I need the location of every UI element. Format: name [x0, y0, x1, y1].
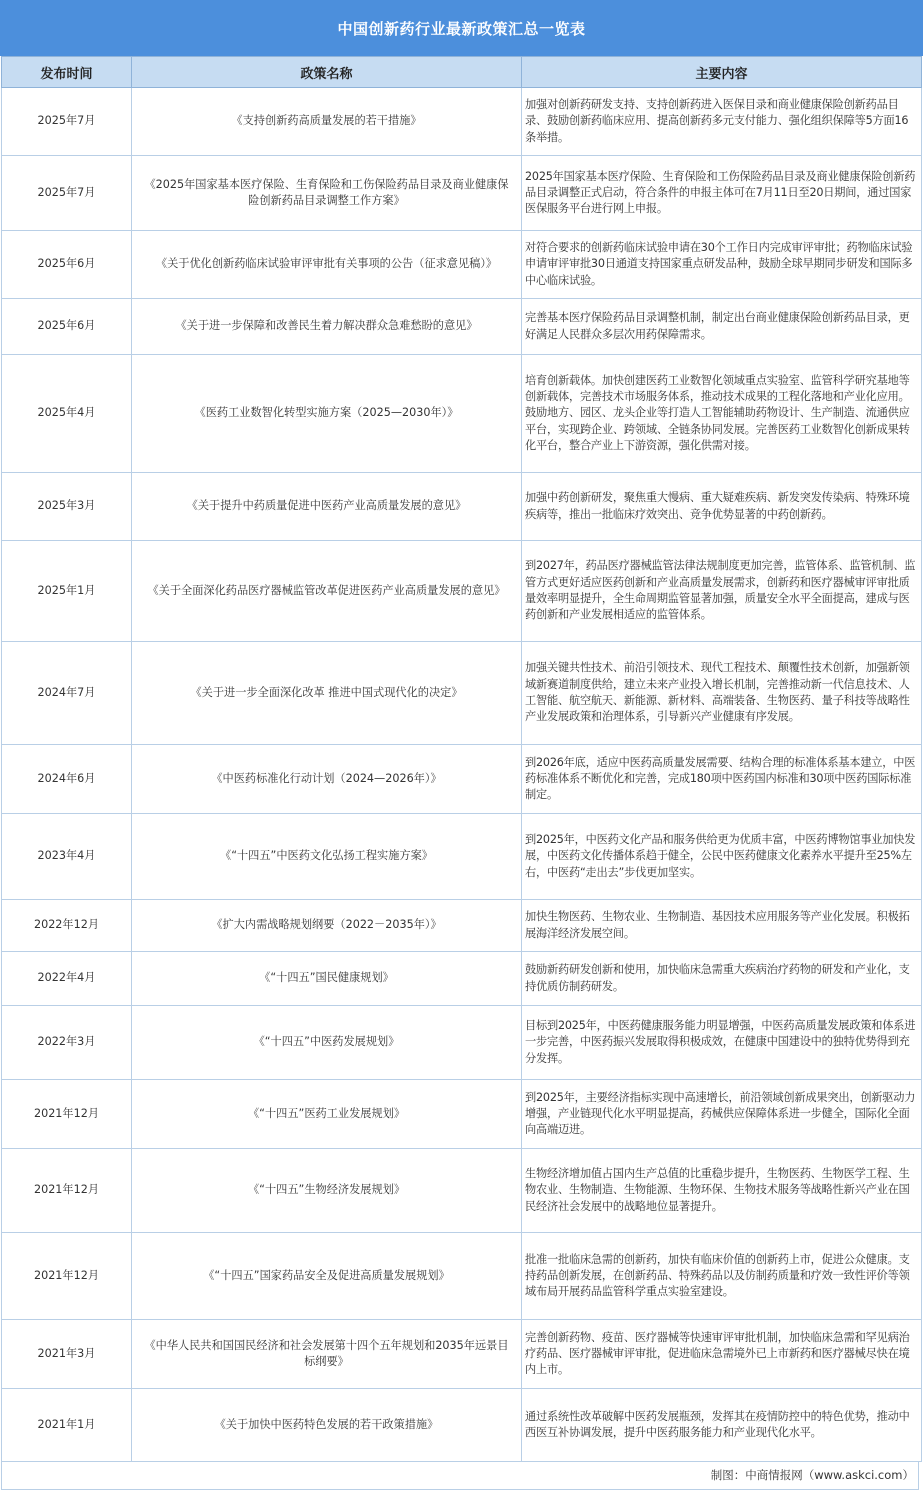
table-row [2, 1233, 922, 1320]
cell-content: 加强关键共性技术、前沿引领技术、现代工程技术、颠覆性技术创新，加强新领域新赛道制度供给，建立未来产业投入增长机制，完善推动新一代信息技术、人工智能、航空航天、新能源、新材料、高端装备、生物医药、量子科技等战略性产业发展政策和治理体系，引导新兴产业健康有序发展。 [522, 642, 922, 745]
cell-content: 2025年国家基本医疗保险、生育保险和工伤保险药品目录及商业健康保险创新药品目录调整正式启动，符合条件的申报主体可在7月11日至20日期间，通过国家医保服务平台进行网上申报。 [522, 156, 922, 231]
cell-date: 2021年12月 [2, 1080, 132, 1149]
cell-name: 《医药工业数智化转型实施方案（2025—2030年）》 [132, 355, 522, 473]
table-row [2, 1006, 922, 1080]
cell-content: 到2027年，药品医疗器械监管法律法规制度更加完善，监管体系、监管机制、监管方式更好适应医药创新和产业高质量发展需求，创新药和医疗器械审评审批质量效率明显提升，全生命周期监管显著加强，质量安全水平全面提高，建成与医药创新和产业发展相适应的监管体系。 [522, 541, 922, 642]
cell-content: 加强中药创新研发，聚焦重大慢病、重大疑难疾病、新发突发传染病、特殊环境疾病等，推出一批临床疗效突出、竞争优势显著的中药创新药。 [522, 473, 922, 541]
cell-date: 2025年7月 [2, 88, 132, 156]
cell-date: 2024年7月 [2, 642, 132, 745]
cell-content: 完善基本医疗保险药品目录调整机制，制定出台商业健康保险创新药品目录，更好满足人民群众多层次用药保障需求。 [522, 299, 922, 355]
table-row [2, 299, 922, 355]
cell-date: 2023年4月 [2, 814, 132, 900]
cell-content: 通过系统性改革破解中医药发展瓶颈，发挥其在疫情防控中的特色优势，推动中西医互补协调发展，提升中医药服务能力和产业现代化水平。 [522, 1389, 922, 1462]
cell-content: 目标到2025年，中医药健康服务能力明显增强，中医药高质量发展政策和体系进一步完善，中医药振兴发展取得积极成效，在健康中国建设中的独特优势得到充分发挥。 [522, 1006, 922, 1080]
table-row [2, 1080, 922, 1149]
cell-date: 2024年6月 [2, 745, 132, 814]
cell-name: 《“十四五”国民健康规划》 [132, 952, 522, 1006]
cell-name: 《“十四五”生物经济发展规划》 [132, 1149, 522, 1233]
table-row [2, 473, 922, 541]
table-row [2, 156, 922, 231]
cell-name: 《中华人民共和国国民经济和社会发展第十四个五年规划和2035年远景目标纲要》 [132, 1320, 522, 1389]
cell-content: 到2025年，中医药文化产品和服务供给更为优质丰富，中医药博物馆事业加快发展，中医药文化传播体系趋于健全，公民中医药健康文化素养水平提升至25%左右，中医药“走出去”步伐更加坚实。 [522, 814, 922, 900]
table-row [2, 231, 922, 299]
cell-date: 2022年12月 [2, 900, 132, 952]
table-header-row [2, 57, 922, 88]
table-title [0, 0, 923, 56]
cell-date: 2025年6月 [2, 231, 132, 299]
table-title-text: 中国创新药行业最新政策汇总一览表 [337, 19, 586, 38]
cell-name: 《关于进一步全面深化改革 推进中国式现代化的决定》 [132, 642, 522, 745]
table-row [2, 541, 922, 642]
table-row [2, 1149, 922, 1233]
source-credit [1, 1461, 919, 1490]
cell-name: 《“十四五”医药工业发展规划》 [132, 1080, 522, 1149]
cell-name: 《扩大内需战略规划纲要（2022－2035年）》 [132, 900, 522, 952]
cell-content: 到2026年底，适应中医药高质量发展需要、结构合理的标准体系基本建立，中医药标准体系不断优化和完善，完成180项中医药国内标准和30项中医药国际标准制定。 [522, 745, 922, 814]
header-date: 发布时间 [2, 57, 132, 88]
cell-content: 生物经济增加值占国内生产总值的比重稳步提升，生物医药、生物医学工程、生物农业、生物制造、生物能源、生物环保、生物技术服务等战略性新兴产业在国民经济社会发展中的战略地位显著提升。 [522, 1149, 922, 1233]
table-row [2, 1320, 922, 1389]
table-row [2, 745, 922, 814]
cell-name: 《“十四五”中医药文化弘扬工程实施方案》 [132, 814, 522, 900]
cell-content: 加快生物医药、生物农业、生物制造、基因技术应用服务等产业化发展。积极拓展海洋经济发展空间。 [522, 900, 922, 952]
cell-date: 2025年1月 [2, 541, 132, 642]
source-credit-text: 制图：中商情报网（www.askci.com） [710, 1468, 914, 1482]
cell-date: 2021年3月 [2, 1320, 132, 1389]
cell-content: 批准一批临床急需的创新药，加快有临床价值的创新药上市，促进公众健康。支持药品创新发展，在创新药品、特殊药品以及仿制药质量和疗效一致性评价等领域布局开展药品监管科学重点实验室建设。 [522, 1233, 922, 1320]
cell-date: 2022年4月 [2, 952, 132, 1006]
table-row [2, 1389, 922, 1462]
cell-name: 《关于优化创新药临床试验审评审批有关事项的公告（征求意见稿）》 [132, 231, 522, 299]
cell-name: 《关于提升中药质量促进中医药产业高质量发展的意见》 [132, 473, 522, 541]
table-row [2, 952, 922, 1006]
policy-table [1, 56, 922, 1462]
table-row [2, 355, 922, 473]
cell-date: 2025年7月 [2, 156, 132, 231]
cell-name: 《2025年国家基本医疗保险、生育保险和工伤保险药品目录及商业健康保险创新药品目录调整工作方案》 [132, 156, 522, 231]
cell-content: 完善创新药物、疫苗、医疗器械等快速审评审批机制，加快临床急需和罕见病治疗药品、医疗器械审评审批，促进临床急需境外已上市新药和医疗器械尽快在境内上市。 [522, 1320, 922, 1389]
cell-name: 《支持创新药高质量发展的若干措施》 [132, 88, 522, 156]
cell-name: 《关于进一步保障和改善民生着力解决群众急难愁盼的意见》 [132, 299, 522, 355]
table-row [2, 900, 922, 952]
cell-name: 《“十四五”国家药品安全及促进高质量发展规划》 [132, 1233, 522, 1320]
cell-date: 2025年6月 [2, 299, 132, 355]
cell-content: 加强对创新药研发支持、支持创新药进入医保目录和商业健康保险创新药品目录、鼓励创新药临床应用、提高创新药多元支付能力、强化组织保障等5方面16条举措。 [522, 88, 922, 156]
cell-name: 《中医药标准化行动计划（2024—2026年）》 [132, 745, 522, 814]
cell-content: 到2025年，主要经济指标实现中高速增长，前沿领域创新成果突出，创新驱动力增强，产业链现代化水平明显提高，药械供应保障体系进一步健全，国际化全面向高端迈进。 [522, 1080, 922, 1149]
cell-name: 《关于全面深化药品医疗器械监管改革促进医药产业高质量发展的意见》 [132, 541, 522, 642]
header-content: 主要内容 [522, 57, 922, 88]
cell-date: 2021年1月 [2, 1389, 132, 1462]
cell-date: 2021年12月 [2, 1233, 132, 1320]
table-row [2, 88, 922, 156]
cell-date: 2025年3月 [2, 473, 132, 541]
cell-name: 《“十四五”中医药发展规划》 [132, 1006, 522, 1080]
cell-name: 《关于加快中医药特色发展的若干政策措施》 [132, 1389, 522, 1462]
header-name: 政策名称 [132, 57, 522, 88]
cell-date: 2022年3月 [2, 1006, 132, 1080]
table-row [2, 814, 922, 900]
table-row [2, 642, 922, 745]
cell-date: 2025年4月 [2, 355, 132, 473]
cell-content: 对符合要求的创新药临床试验申请在30个工作日内完成审评审批；药物临床试验申请审评审批30日通道支持国家重点研发品种，鼓励全球早期同步研发和国际多中心临床试验。 [522, 231, 922, 299]
cell-content: 培育创新载体。加快创建医药工业数智化领域重点实验室、监管科学研究基地等创新载体，完善技术市场服务体系，推动技术成果的工程化落地和产业化应用。鼓励地方、园区、龙头企业等打造人工智能辅助药物设计、生产制造、流通供应平台，实现跨企业、跨领域、全链条协同发展。完善医药工业数智化创新成果转化平台，整合产业上下游资源，强化供需对接。 [522, 355, 922, 473]
cell-content: 鼓励新药研发创新和使用，加快临床急需重大疾病治疗药物的研发和产业化，支持优质仿制药研发。 [522, 952, 922, 1006]
cell-date: 2021年12月 [2, 1149, 132, 1233]
